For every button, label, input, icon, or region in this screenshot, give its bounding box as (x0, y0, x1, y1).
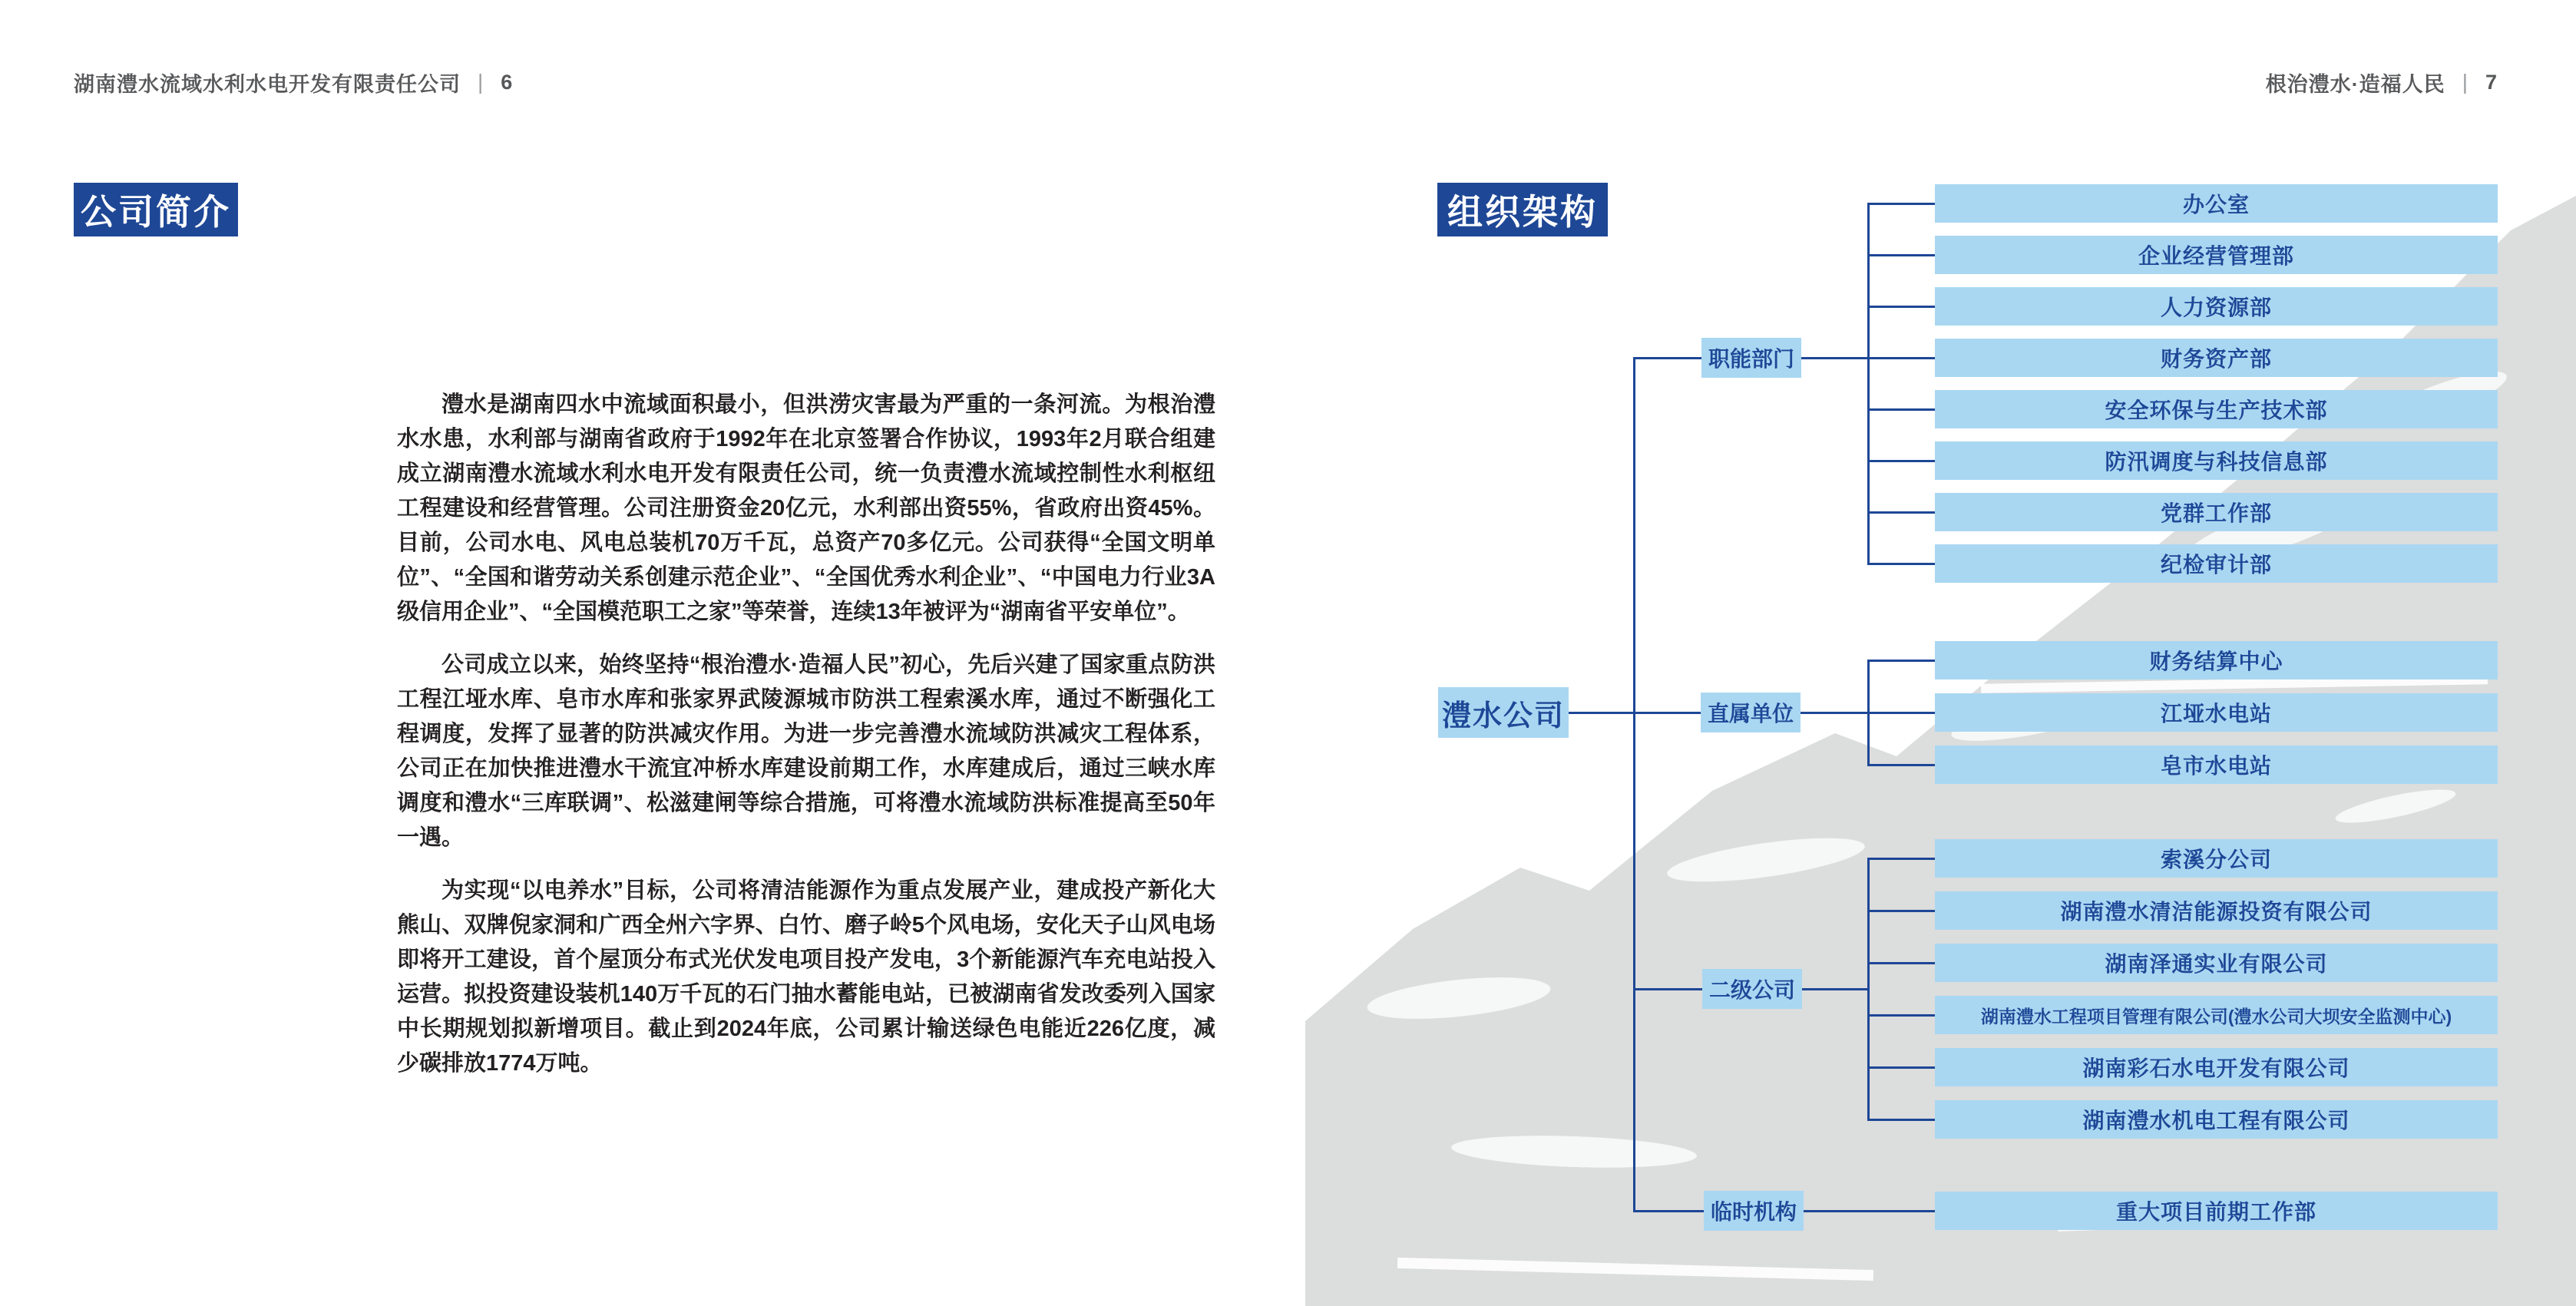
connector-stub (1867, 306, 1935, 308)
connector-line (1801, 988, 1870, 990)
left-page-number: 6 (501, 71, 514, 94)
connector-line (1801, 357, 1870, 359)
header-divider: | (478, 69, 484, 94)
connector-stub (1867, 764, 1935, 766)
org-unit-bar-discipline-audit: 纪检审计部 (1935, 544, 2498, 583)
connector-stub (1867, 511, 1935, 514)
connector-stub (1867, 254, 1935, 256)
connector-line (1802, 1210, 1935, 1212)
section-title-company-intro: 公司简介 (74, 183, 238, 236)
org-unit-bar-clean-energy-investment: 湖南澧水清洁能源投资有限公司 (1935, 891, 2498, 930)
company-intro-text (397, 388, 1215, 1099)
connector-line (1633, 988, 1702, 990)
org-category-subsidiaries: 二级公司 (1702, 969, 1802, 1009)
org-unit-bar-finance-assets: 财务资产部 (1935, 339, 2498, 377)
org-unit-bar-major-project-preliminary: 重大项目前期工作部 (1935, 1192, 2498, 1230)
org-unit-bar-office: 办公室 (1935, 184, 2498, 223)
slogan: 根治澧水·造福人民 (2265, 73, 2445, 96)
org-category-direct-units: 直属单位 (1701, 693, 1801, 732)
org-category-functional-departments: 职能部门 (1701, 338, 1801, 378)
connector-stub (1867, 203, 1935, 205)
org-unit-bar-caishi-hydro: 湖南彩石水电开发有限公司 (1935, 1048, 2498, 1086)
connector-stub (1867, 357, 1935, 359)
connector-stub (1867, 563, 1935, 565)
connector-stub (1867, 460, 1935, 462)
connector-trunk-line (1633, 357, 1635, 1212)
right-page-number: 7 (2485, 71, 2498, 94)
connector-line (1633, 1210, 1704, 1212)
org-category-temporary-bodies: 临时机构 (1704, 1191, 1804, 1231)
connector-stub (1867, 408, 1935, 411)
org-unit-bar-zetong-industry: 湖南泽通实业有限公司 (1935, 944, 2498, 982)
org-unit-bar-human-resources: 人力资源部 (1935, 287, 2498, 326)
header-divider: | (2462, 69, 2469, 94)
right-page-header (2266, 68, 2498, 98)
intro-paragraph-2: 公司成立以来，始终坚持“根治澧水·造福人民”初心，先后兴建了国家重点防洪工程江垭水库、皂市水库和张家界武陵源城市防洪工程索溪水库，通过不断强化工程调度，发挥了显著的防洪减灾作用。为进一步完善澧水流域防洪减灾工程体系，公司正在加快推进澧水干流宜冲桥水库建设前期工作，水库建成后，通过三峡水库调度和澧水“三库联调”、松滋建闸等综合措施，可将澧水流域防洪标准提高至50年一遇。 (397, 653, 1215, 850)
connector-stub (1867, 712, 1935, 714)
connector-stub (1867, 1066, 1935, 1069)
connector-stub (1867, 858, 1935, 860)
connector-stub (1867, 1119, 1935, 1121)
org-unit-bar-business-management: 企业经营管理部 (1935, 236, 2498, 274)
org-root-node: 澧水公司 (1438, 687, 1569, 738)
connector-spine-line (1867, 858, 1870, 1121)
connector-line (1633, 357, 1701, 359)
org-unit-bar-party-work: 党群工作部 (1935, 493, 2498, 531)
connector-stub (1867, 1014, 1935, 1017)
org-unit-bar-mechanical-electrical: 湖南澧水机电工程有限公司 (1935, 1100, 2498, 1139)
connector-stub (1867, 910, 1935, 912)
org-unit-bar-suoxi-branch: 索溪分公司 (1935, 839, 2498, 878)
connector-spine-line (1867, 203, 1870, 564)
connector-line (1569, 712, 1701, 714)
connector-stub (1867, 962, 1935, 964)
org-unit-bar-jiangya-station: 江垭水电站 (1935, 693, 2498, 732)
org-unit-bar-zaoshi-station: 皂市水电站 (1935, 746, 2498, 784)
company-name: 湖南澧水流域水利水电开发有限责任公司 (74, 73, 461, 96)
intro-paragraph-3: 为实现“以电养水”目标，公司将清洁能源作为重点发展产业，建成投产新化大熊山、双牌倪家洞和广西全州六字界、白竹、磨子岭5个风电场，安化天子山风电场即将开工建设，首个屋顶分布式光伏发电项目投产发电，3个新能源汽车充电站投入运营。拟投资建设装机140万千瓦的石门抽水蓄能电站，已被湖南省发改委列入国家中长期规划拟新增项目。截止到2024年底，公司累计输送绿色电能近226亿度，减少碳排放1774万吨。 (397, 878, 1215, 1076)
org-unit-bar-project-management: 湖南澧水工程项目管理有限公司(澧水公司大坝安全监测中心) (1935, 996, 2498, 1034)
connector-stub (1867, 660, 1935, 662)
org-unit-bar-settlement-center: 财务结算中心 (1935, 641, 2498, 679)
connector-line (1801, 712, 1870, 714)
intro-paragraph-1: 澧水是湖南四水中流域面积最小，但洪涝灾害最为严重的一条河流。为根治澧水水患，水利部与湖南省政府于1992年在北京签署合作协议，1993年2月联合组建成立湖南澧水流域水利水电开发有限责任公司，统一负责澧水流域控制性水利枢纽工程建设和经营管理。公司注册资金20亿元，水利部出资55%，省政府出资45%。目前，公司水电、风电总装机70万千瓦，总资产70多亿元。公司获得“全国文明单位”、“全国和谐劳动关系创建示范企业”、“全国优秀水利企业”、“中国电力行业3A级信用企业”、“全国模范职工之家”等荣誉，连续13年被评为“湖南省平安单位”。 (397, 392, 1215, 624)
left-page-header (74, 68, 513, 98)
section-title-org-structure: 组织架构 (1437, 183, 1608, 236)
org-unit-bar-flood-control-it: 防汛调度与科技信息部 (1935, 441, 2498, 480)
org-unit-bar-safety-environment: 安全环保与生产技术部 (1935, 390, 2498, 428)
